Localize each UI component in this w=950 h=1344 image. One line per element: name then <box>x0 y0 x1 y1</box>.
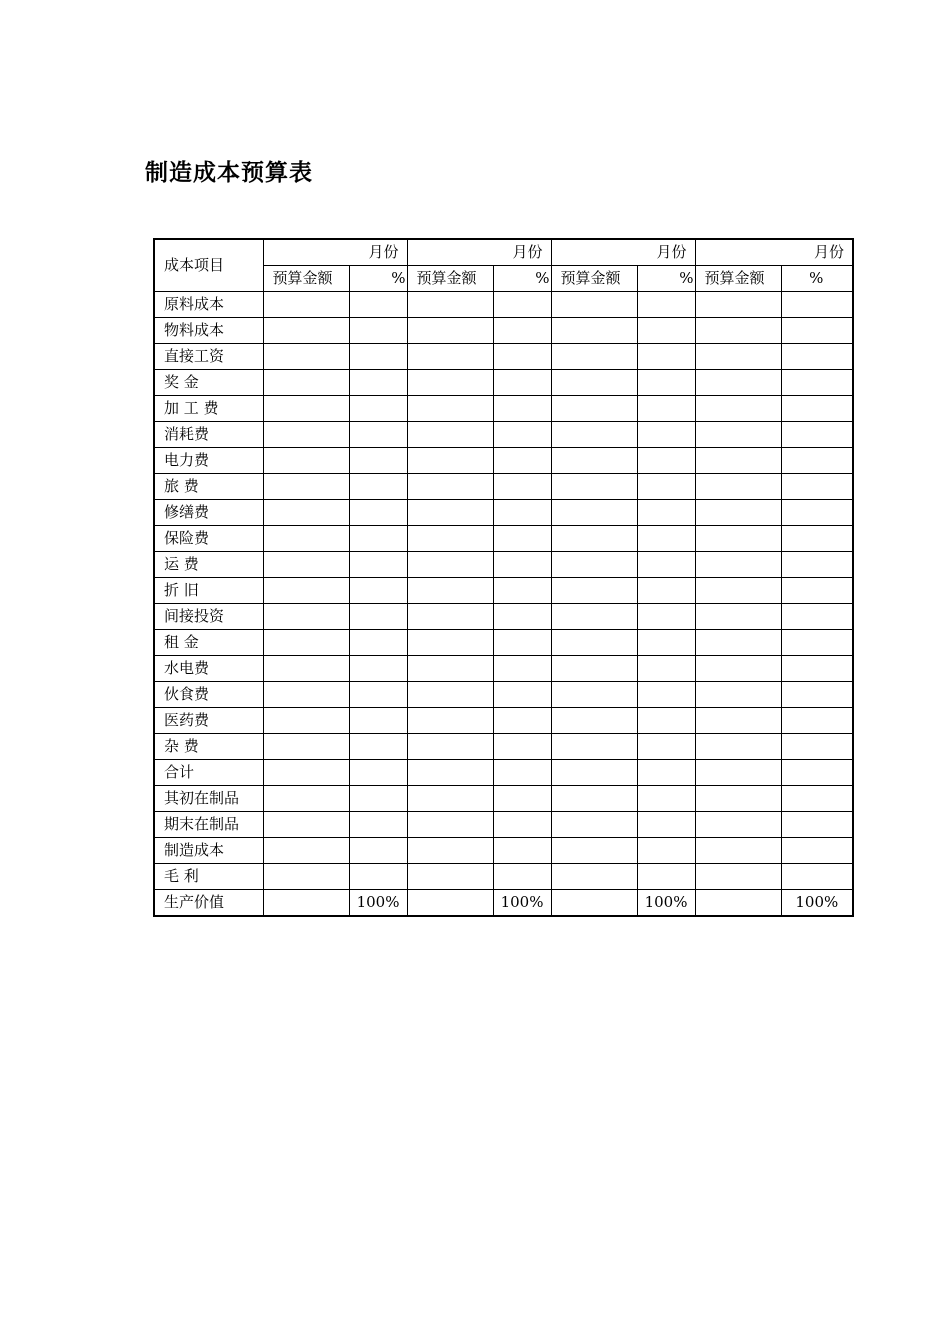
budget-amount-cell[interactable] <box>695 786 781 812</box>
budget-amount-cell[interactable] <box>263 422 349 448</box>
percent-cell[interactable] <box>493 682 551 708</box>
percent-cell[interactable] <box>637 734 695 760</box>
percent-cell[interactable] <box>349 656 407 682</box>
percent-cell[interactable] <box>781 292 853 318</box>
table-row <box>154 578 853 604</box>
table-row <box>154 734 853 760</box>
budget-amount-cell[interactable] <box>407 422 493 448</box>
percent-cell[interactable] <box>493 708 551 734</box>
percent-cell[interactable] <box>349 578 407 604</box>
percent-cell[interactable] <box>493 396 551 422</box>
cost-item-label: 生产价值 <box>154 890 263 917</box>
budget-amount-cell[interactable] <box>263 552 349 578</box>
percent-cell[interactable] <box>637 760 695 786</box>
budget-amount-cell[interactable] <box>695 812 781 838</box>
percent-cell[interactable] <box>349 448 407 474</box>
budget-amount-cell[interactable] <box>551 318 637 344</box>
budget-amount-cell[interactable] <box>695 604 781 630</box>
percent-header: % <box>493 266 551 292</box>
cost-item-label: 运 费 <box>154 552 263 578</box>
percent-cell[interactable] <box>493 578 551 604</box>
budget-amount-cell[interactable] <box>695 838 781 864</box>
budget-amount-cell[interactable] <box>407 682 493 708</box>
cost-item-label: 原料成本 <box>154 292 263 318</box>
budget-amount-cell[interactable] <box>263 474 349 500</box>
budget-amount-cell[interactable] <box>407 370 493 396</box>
table-row <box>154 864 853 890</box>
budget-amount-cell[interactable] <box>695 578 781 604</box>
percent-cell[interactable] <box>781 526 853 552</box>
page-title: 制造成本预算表 <box>145 160 313 186</box>
table-row <box>154 890 853 917</box>
budget-amount-cell[interactable] <box>551 500 637 526</box>
percent-cell[interactable] <box>637 708 695 734</box>
percent-cell[interactable] <box>349 500 407 526</box>
budget-amount-cell[interactable] <box>263 396 349 422</box>
percent-cell[interactable] <box>781 708 853 734</box>
budget-amount-cell[interactable] <box>263 864 349 890</box>
table-row <box>154 630 853 656</box>
budget-amount-cell[interactable] <box>695 526 781 552</box>
table-row <box>154 812 853 838</box>
percent-cell[interactable] <box>637 630 695 656</box>
percent-cell[interactable] <box>637 422 695 448</box>
cost-item-label: 期末在制品 <box>154 812 263 838</box>
percent-cell[interactable] <box>349 344 407 370</box>
cost-item-label: 直接工资 <box>154 344 263 370</box>
budget-amount-cell[interactable] <box>695 318 781 344</box>
percent-cell[interactable] <box>781 500 853 526</box>
budget-amount-cell[interactable] <box>407 552 493 578</box>
percent-cell[interactable] <box>493 318 551 344</box>
table-row <box>154 838 853 864</box>
percent-header: % <box>781 266 853 292</box>
percent-cell[interactable] <box>493 526 551 552</box>
cost-item-label: 奖 金 <box>154 370 263 396</box>
percent-cell[interactable] <box>349 552 407 578</box>
percent-cell[interactable] <box>781 864 853 890</box>
cost-item-label: 水电费 <box>154 656 263 682</box>
cost-item-label: 制造成本 <box>154 838 263 864</box>
cost-item-label: 折 旧 <box>154 578 263 604</box>
percent-cell[interactable] <box>637 838 695 864</box>
percent-cell[interactable] <box>493 292 551 318</box>
percent-cell[interactable] <box>781 760 853 786</box>
percent-cell[interactable] <box>349 474 407 500</box>
percent-cell[interactable] <box>637 864 695 890</box>
percent-cell[interactable] <box>349 630 407 656</box>
header-row-months <box>154 239 853 266</box>
percent-cell[interactable] <box>781 838 853 864</box>
budget-amount-cell[interactable] <box>695 760 781 786</box>
percent-cell[interactable] <box>781 578 853 604</box>
percent-cell[interactable] <box>349 812 407 838</box>
table-row <box>154 656 853 682</box>
percent-cell[interactable] <box>637 526 695 552</box>
table-row <box>154 396 853 422</box>
table-row <box>154 526 853 552</box>
budget-amount-cell[interactable] <box>551 708 637 734</box>
budget-amount-cell[interactable] <box>263 708 349 734</box>
percent-cell[interactable]: 100% <box>493 890 551 917</box>
budget-amount-cell[interactable] <box>695 708 781 734</box>
budget-amount-cell[interactable] <box>263 500 349 526</box>
budget-amount-cell[interactable] <box>695 292 781 318</box>
cost-item-label: 物料成本 <box>154 318 263 344</box>
budget-amount-cell[interactable] <box>407 864 493 890</box>
percent-cell[interactable] <box>349 396 407 422</box>
cost-item-label: 租 金 <box>154 630 263 656</box>
budget-amount-cell[interactable] <box>407 474 493 500</box>
table-row <box>154 292 853 318</box>
budget-amount-cell[interactable] <box>695 422 781 448</box>
percent-cell[interactable] <box>781 604 853 630</box>
percent-cell[interactable] <box>493 656 551 682</box>
percent-cell[interactable] <box>493 630 551 656</box>
percent-cell[interactable] <box>781 396 853 422</box>
percent-cell[interactable] <box>493 422 551 448</box>
budget-amount-cell[interactable] <box>407 630 493 656</box>
month-header: 月份 <box>407 239 551 266</box>
budget-amount-cell[interactable] <box>263 682 349 708</box>
table-row <box>154 370 853 396</box>
month-header: 月份 <box>551 239 695 266</box>
percent-cell[interactable] <box>349 526 407 552</box>
table-row <box>154 500 853 526</box>
percent-cell[interactable] <box>349 370 407 396</box>
budget-amount-cell[interactable] <box>263 812 349 838</box>
percent-cell[interactable] <box>493 500 551 526</box>
percent-cell[interactable] <box>349 422 407 448</box>
budget-amount-cell[interactable] <box>695 344 781 370</box>
budget-amount-cell[interactable] <box>407 292 493 318</box>
table-row <box>154 422 853 448</box>
budget-amount-cell[interactable] <box>263 344 349 370</box>
amount-header: 预算金额 <box>407 266 493 292</box>
percent-cell[interactable] <box>493 760 551 786</box>
percent-cell[interactable] <box>637 552 695 578</box>
budget-amount-cell[interactable] <box>407 318 493 344</box>
budget-amount-cell[interactable] <box>407 344 493 370</box>
cost-item-label: 杂 费 <box>154 734 263 760</box>
budget-amount-cell[interactable] <box>263 578 349 604</box>
percent-cell[interactable]: 100% <box>349 890 407 917</box>
percent-cell[interactable] <box>637 500 695 526</box>
budget-amount-cell[interactable] <box>263 838 349 864</box>
percent-cell[interactable] <box>637 474 695 500</box>
budget-amount-cell[interactable] <box>407 760 493 786</box>
percent-cell[interactable] <box>493 344 551 370</box>
percent-cell[interactable] <box>637 448 695 474</box>
percent-cell[interactable] <box>493 604 551 630</box>
budget-amount-cell[interactable] <box>551 292 637 318</box>
budget-amount-cell[interactable] <box>551 864 637 890</box>
budget-amount-cell[interactable] <box>551 604 637 630</box>
budget-amount-cell[interactable] <box>695 552 781 578</box>
budget-amount-cell[interactable] <box>263 448 349 474</box>
cost-item-label: 修缮费 <box>154 500 263 526</box>
budget-amount-cell[interactable] <box>407 708 493 734</box>
budget-amount-cell[interactable] <box>551 786 637 812</box>
table-row <box>154 786 853 812</box>
percent-cell[interactable] <box>349 864 407 890</box>
percent-cell[interactable] <box>637 396 695 422</box>
percent-cell[interactable] <box>781 422 853 448</box>
budget-amount-cell[interactable] <box>695 682 781 708</box>
budget-amount-cell[interactable] <box>263 760 349 786</box>
percent-cell[interactable] <box>781 344 853 370</box>
percent-cell[interactable] <box>349 682 407 708</box>
budget-amount-cell[interactable] <box>551 448 637 474</box>
percent-cell[interactable] <box>493 786 551 812</box>
percent-cell[interactable] <box>637 656 695 682</box>
month-header: 月份 <box>263 239 407 266</box>
percent-cell[interactable] <box>637 344 695 370</box>
percent-header: % <box>349 266 407 292</box>
percent-cell[interactable] <box>349 292 407 318</box>
percent-cell[interactable]: 100% <box>781 890 853 917</box>
table-row <box>154 318 853 344</box>
budget-amount-cell[interactable] <box>551 526 637 552</box>
percent-cell[interactable] <box>637 292 695 318</box>
table-row <box>154 552 853 578</box>
table-row <box>154 344 853 370</box>
budget-amount-cell[interactable] <box>263 734 349 760</box>
budget-amount-cell[interactable] <box>551 812 637 838</box>
budget-amount-cell[interactable] <box>407 396 493 422</box>
month-header: 月份 <box>695 239 853 266</box>
budget-amount-cell[interactable] <box>551 474 637 500</box>
table-row <box>154 474 853 500</box>
budget-amount-cell[interactable] <box>407 890 493 917</box>
percent-cell[interactable] <box>781 474 853 500</box>
percent-cell[interactable] <box>349 604 407 630</box>
budget-amount-cell[interactable] <box>263 890 349 917</box>
percent-cell[interactable] <box>637 812 695 838</box>
percent-cell[interactable] <box>349 734 407 760</box>
budget-table <box>153 238 854 917</box>
budget-amount-cell[interactable] <box>551 578 637 604</box>
budget-amount-cell[interactable] <box>695 396 781 422</box>
amount-header: 预算金额 <box>695 266 781 292</box>
percent-header: % <box>637 266 695 292</box>
percent-cell[interactable] <box>349 760 407 786</box>
budget-amount-cell[interactable] <box>407 734 493 760</box>
amount-header: 预算金额 <box>551 266 637 292</box>
budget-amount-cell[interactable] <box>551 838 637 864</box>
percent-cell[interactable] <box>781 682 853 708</box>
cost-item-label: 其初在制品 <box>154 786 263 812</box>
cost-item-label: 电力费 <box>154 448 263 474</box>
percent-cell[interactable] <box>781 448 853 474</box>
budget-amount-cell[interactable] <box>407 838 493 864</box>
percent-cell[interactable] <box>349 786 407 812</box>
percent-cell[interactable] <box>781 370 853 396</box>
cost-item-label: 合计 <box>154 760 263 786</box>
percent-cell[interactable] <box>493 812 551 838</box>
percent-cell[interactable] <box>637 370 695 396</box>
percent-cell[interactable] <box>493 474 551 500</box>
percent-cell[interactable] <box>781 318 853 344</box>
budget-amount-cell[interactable] <box>695 500 781 526</box>
table-row <box>154 682 853 708</box>
percent-cell[interactable] <box>349 318 407 344</box>
budget-amount-cell[interactable] <box>263 786 349 812</box>
budget-amount-cell[interactable] <box>407 604 493 630</box>
budget-amount-cell[interactable] <box>551 682 637 708</box>
cost-item-label: 间接投资 <box>154 604 263 630</box>
budget-amount-cell[interactable] <box>695 656 781 682</box>
cost-item-label: 毛 利 <box>154 864 263 890</box>
budget-amount-cell[interactable] <box>695 630 781 656</box>
percent-cell[interactable] <box>493 448 551 474</box>
budget-amount-cell[interactable] <box>263 370 349 396</box>
percent-cell[interactable]: 100% <box>637 890 695 917</box>
budget-amount-cell[interactable] <box>407 448 493 474</box>
amount-header: 预算金额 <box>263 266 349 292</box>
corner-header: 成本项目 <box>154 239 263 292</box>
budget-amount-cell[interactable] <box>407 812 493 838</box>
table-row <box>154 604 853 630</box>
percent-cell[interactable] <box>493 370 551 396</box>
cost-item-label: 消耗费 <box>154 422 263 448</box>
cost-item-label: 加 工 费 <box>154 396 263 422</box>
budget-amount-cell[interactable] <box>263 630 349 656</box>
percent-cell[interactable] <box>637 682 695 708</box>
budget-amount-cell[interactable] <box>551 760 637 786</box>
cost-item-label: 保险费 <box>154 526 263 552</box>
budget-amount-cell[interactable] <box>407 526 493 552</box>
percent-cell[interactable] <box>781 812 853 838</box>
percent-cell[interactable] <box>781 786 853 812</box>
percent-cell[interactable] <box>349 838 407 864</box>
budget-amount-cell[interactable] <box>695 448 781 474</box>
budget-amount-cell[interactable] <box>695 370 781 396</box>
percent-cell[interactable] <box>637 578 695 604</box>
cost-item-label: 伙食费 <box>154 682 263 708</box>
budget-amount-cell[interactable] <box>695 890 781 917</box>
budget-amount-cell[interactable] <box>263 656 349 682</box>
table-row <box>154 760 853 786</box>
budget-amount-cell[interactable] <box>551 656 637 682</box>
budget-amount-cell[interactable] <box>551 344 637 370</box>
table-row <box>154 708 853 734</box>
percent-cell[interactable] <box>781 552 853 578</box>
percent-cell[interactable] <box>637 604 695 630</box>
percent-cell[interactable] <box>781 734 853 760</box>
percent-cell[interactable] <box>637 318 695 344</box>
percent-cell[interactable] <box>637 786 695 812</box>
budget-amount-cell[interactable] <box>263 318 349 344</box>
budget-amount-cell[interactable] <box>695 864 781 890</box>
percent-cell[interactable] <box>349 708 407 734</box>
percent-cell[interactable] <box>781 656 853 682</box>
budget-amount-cell[interactable] <box>551 370 637 396</box>
percent-cell[interactable] <box>493 864 551 890</box>
budget-amount-cell[interactable] <box>263 604 349 630</box>
percent-cell[interactable] <box>493 838 551 864</box>
budget-amount-cell[interactable] <box>551 630 637 656</box>
budget-amount-cell[interactable] <box>695 474 781 500</box>
percent-cell[interactable] <box>493 734 551 760</box>
budget-amount-cell[interactable] <box>551 396 637 422</box>
budget-amount-cell[interactable] <box>695 734 781 760</box>
cost-item-label: 医药费 <box>154 708 263 734</box>
percent-cell[interactable] <box>493 552 551 578</box>
table-row <box>154 448 853 474</box>
budget-amount-cell[interactable] <box>551 734 637 760</box>
budget-amount-cell[interactable] <box>407 578 493 604</box>
budget-amount-cell[interactable] <box>551 890 637 917</box>
budget-amount-cell[interactable] <box>407 500 493 526</box>
budget-amount-cell[interactable] <box>263 526 349 552</box>
percent-cell[interactable] <box>781 630 853 656</box>
budget-amount-cell[interactable] <box>551 552 637 578</box>
budget-amount-cell[interactable] <box>551 422 637 448</box>
cost-item-label: 旅 费 <box>154 474 263 500</box>
budget-amount-cell[interactable] <box>407 786 493 812</box>
budget-amount-cell[interactable] <box>263 292 349 318</box>
budget-amount-cell[interactable] <box>407 656 493 682</box>
